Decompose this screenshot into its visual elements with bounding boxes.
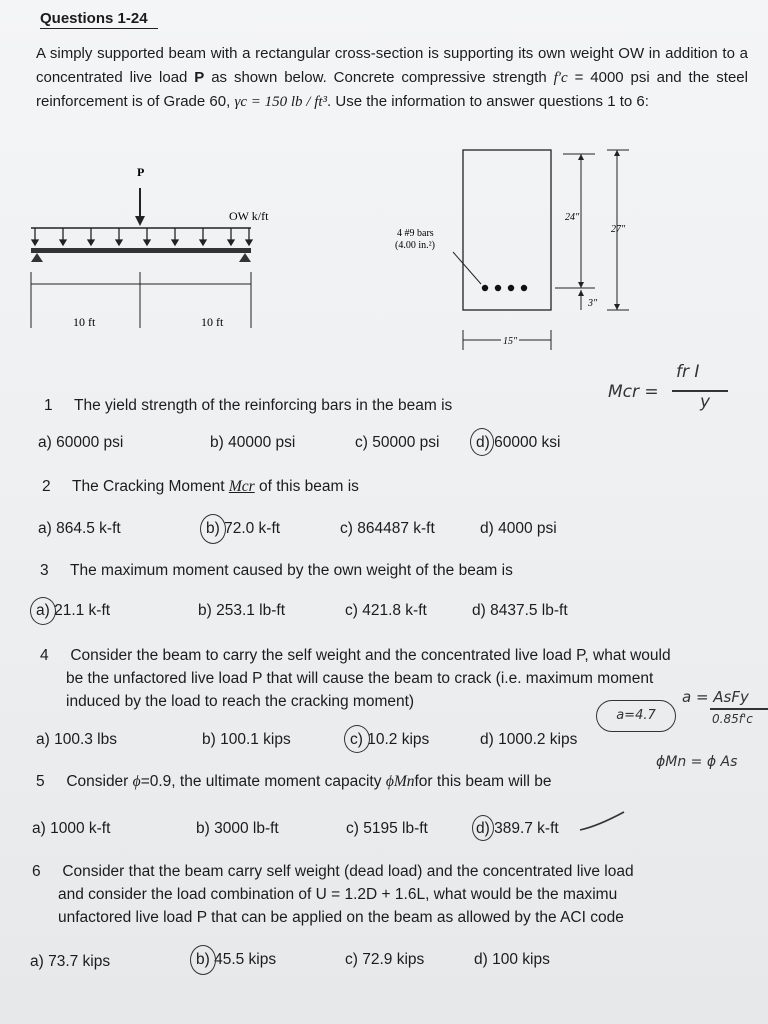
question-text-c: for this beam will be [414, 773, 552, 790]
question-text-b: =0.9, the ultimate moment capacity [140, 773, 382, 790]
dim-27-label: 27" [611, 224, 626, 235]
mcr-symbol: Mcr [228, 478, 255, 495]
q2-option-c[interactable]: c) 864487 k-ft [340, 520, 435, 537]
phi-symbol: ϕ [132, 773, 141, 790]
handwritten-phimn-formula: ϕMn = ϕ As [656, 754, 738, 770]
dim-15-label: 15" [503, 336, 518, 347]
q4-option-b[interactable]: b) 100.1 kips [202, 731, 291, 748]
q3-option-a[interactable]: a) 21.1 k-ft [36, 602, 111, 619]
q6-selected-mark [190, 945, 216, 975]
handwritten-a-formula: a = AsFy [682, 688, 749, 706]
q6-option-b[interactable]: b) 45.5 kips [196, 951, 277, 968]
intro-text-3: . Use the information to answer questions 1 to 6: [327, 93, 649, 110]
beam-diagram [25, 160, 275, 340]
question-number: 4 [40, 647, 49, 664]
beam-section [463, 150, 551, 310]
bars-label-2: (4.00 in.²) [395, 240, 435, 251]
left-support [31, 253, 43, 262]
handwritten-mcr-formula [608, 382, 659, 402]
q5-option-c[interactable]: c) 5195 lb-ft [346, 820, 428, 837]
question-number: 1 [44, 397, 53, 414]
beam [31, 248, 251, 253]
q4-selected-mark [344, 725, 370, 753]
question-line-1: Consider that the beam carry self weight (dead load) and the concentrated live load [62, 863, 634, 880]
q2-option-a[interactable]: a) 864.5 k-ft [38, 520, 121, 537]
q2-option-b[interactable]: b) 72.0 k-ft [206, 520, 281, 537]
question-number: 3 [40, 562, 49, 579]
question-number: 6 [32, 863, 41, 880]
question-text-b: of this beam is [258, 478, 359, 495]
question-number: 2 [42, 478, 51, 495]
question-line-2: and consider the load combination of U = 1.2D + 1.6L, what would be the maximu [58, 886, 618, 903]
question-number: 5 [36, 773, 45, 790]
q3-option-d[interactable]: d) 8437.5 lb-ft [472, 602, 568, 619]
intro-text-1: A simply supported beam with a rectangular cross-section is supporting its own weight OW in addition to a concentrated live load [36, 45, 748, 86]
q4-option-a[interactable]: a) 100.3 lbs [36, 731, 117, 748]
q5-selected-mark [472, 815, 494, 841]
question-3 [40, 559, 513, 582]
q6-option-c[interactable]: c) 72.9 kips [345, 951, 425, 968]
question-line-1: Consider the beam to carry the self weight and the concentrated live load P, what would [70, 647, 671, 664]
question-text: The maximum moment caused by the own weight of the beam is [70, 562, 513, 579]
mcr-lhs: Mcr = [608, 382, 659, 402]
q1-option-a[interactable]: a) 60000 psi [38, 434, 124, 451]
distributed-load-arrows [32, 228, 252, 245]
span-right-label: 10 ft [201, 315, 224, 329]
fc-value: = 4000 psi and the steel reinforcement is of Grade 60, [36, 69, 748, 110]
right-support [239, 253, 251, 262]
question-1 [44, 394, 452, 417]
question-6 [32, 860, 768, 929]
question-line-3: unfactored live load P that can be applied on the beam as allowed by the ACI code [58, 909, 624, 926]
point-load-label: P [137, 165, 145, 179]
q3-option-b[interactable]: b) 253.1 lb-ft [198, 602, 286, 619]
q2-selected-mark [200, 514, 226, 544]
handwritten-a-value [596, 700, 676, 732]
dim-3-label: 3" [588, 298, 598, 309]
unit-weight: γc = 150 lb / ft³ [234, 94, 328, 110]
q4-option-d[interactable]: d) 1000.2 kips [480, 731, 578, 748]
q4-option-c[interactable]: c) 10.2 kips [350, 731, 430, 748]
a-fraction-line [710, 708, 768, 710]
problem-statement [36, 42, 748, 114]
q1-option-d[interactable]: d) 60000 ksi [476, 434, 561, 451]
phimn-symbol: ϕMn [385, 773, 415, 790]
question-text-a: Consider [66, 773, 129, 790]
cross-section-diagram [385, 140, 645, 360]
question-2 [42, 475, 359, 498]
a-value-text: a=4.7 [616, 708, 656, 723]
dim-24-label: 24" [565, 212, 580, 223]
question-line-2: be the unfactored live load P that will cause the beam to crack (i.e. maximum moment [66, 670, 654, 687]
question-text: The yield strength of the reinforcing bars in the beam is [74, 397, 453, 414]
question-line-3: induced by the load to reach the cracking moment) [66, 693, 415, 710]
q1-option-c[interactable]: c) 50000 psi [355, 434, 440, 451]
page-title: Questions 1-24 [40, 10, 148, 27]
load-symbol: P [194, 69, 205, 86]
q1-option-b[interactable]: b) 40000 psi [210, 434, 296, 451]
title-underline [40, 28, 158, 29]
span-left-label: 10 ft [73, 315, 96, 329]
q3-option-c[interactable]: c) 421.8 k-ft [345, 602, 427, 619]
q2-option-d[interactable]: d) 4000 psi [480, 520, 557, 537]
q1-selected-mark [470, 428, 494, 456]
mcr-denominator: y [700, 392, 711, 412]
q5-check-mark [578, 808, 628, 834]
question-5 [36, 770, 551, 793]
q3-selected-mark [30, 597, 56, 625]
q6-option-a[interactable]: a) 73.7 kips [30, 953, 111, 970]
mcr-numerator: fr I [676, 362, 700, 382]
q5-option-a[interactable]: a) 1000 k-ft [32, 820, 111, 837]
fc-symbol: f′c [553, 70, 568, 86]
intro-text-2: as shown below. Concrete compressive strength [211, 69, 547, 86]
a-formula-denominator: 0.85f'c [712, 712, 753, 726]
bars-label-1: 4 #9 bars [397, 228, 434, 239]
q5-option-d[interactable]: d) 389.7 k-ft [476, 820, 559, 837]
question-text-a: The Cracking Moment [72, 478, 225, 495]
rebar-dots [482, 285, 527, 291]
q6-option-d[interactable]: d) 100 kips [474, 951, 550, 968]
distributed-load-label: OW k/ft [229, 209, 269, 223]
q5-option-b[interactable]: b) 3000 lb-ft [196, 820, 279, 837]
